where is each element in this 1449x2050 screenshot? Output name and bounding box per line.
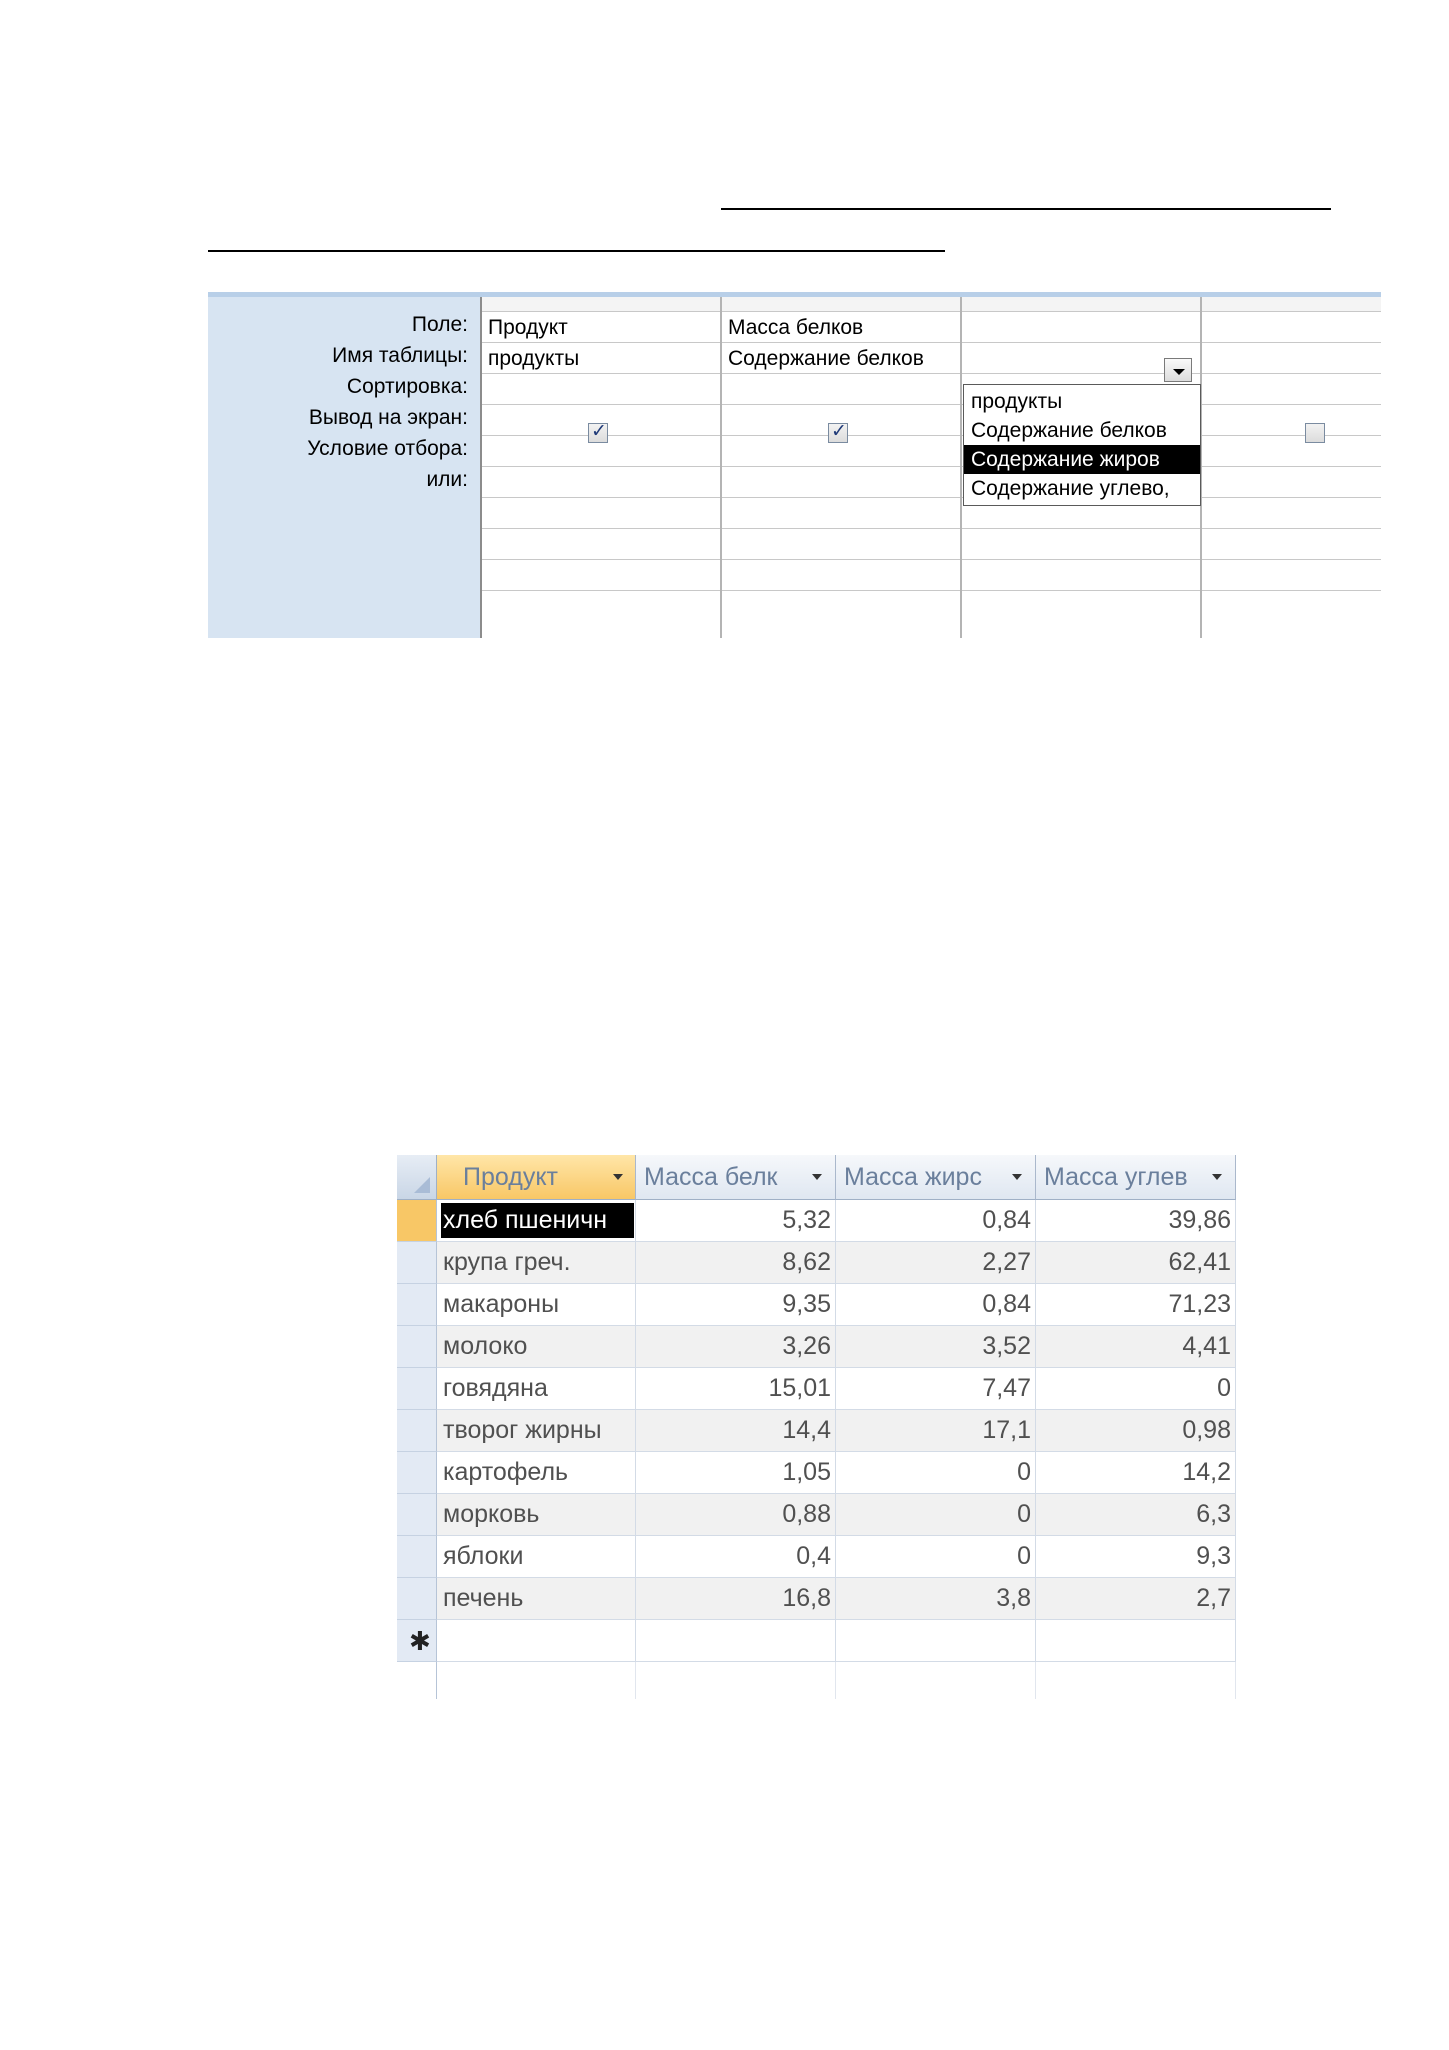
value-cell[interactable]: 9,35 [636, 1284, 836, 1325]
table-row [437, 1326, 1236, 1368]
dropdown-option-proteins[interactable]: Содержание белков [971, 419, 1167, 442]
new-record-icon: ✱ [409, 1626, 431, 1656]
product-cell[interactable]: морковь [437, 1494, 636, 1535]
header-label: Масса жирс [844, 1163, 982, 1191]
show-checkbox-1[interactable] [588, 423, 608, 443]
value-cell[interactable]: 15,01 [636, 1368, 836, 1409]
value-cell[interactable]: 2,27 [836, 1242, 1036, 1283]
product-cell[interactable]: печень [437, 1578, 636, 1619]
label-table-name: Имя таблицы: [332, 344, 468, 367]
value-cell[interactable]: 4,41 [1036, 1326, 1236, 1367]
table-dropdown-list[interactable] [963, 384, 1201, 506]
value-cell[interactable]: 6,3 [1036, 1494, 1236, 1535]
record-selector[interactable] [397, 1578, 437, 1620]
query-result-datasheet [397, 1155, 1236, 1699]
column-header-protein-mass[interactable] [636, 1155, 836, 1200]
value-cell[interactable]: 71,23 [1036, 1284, 1236, 1325]
check-mark-icon: ✓ [591, 421, 607, 442]
sort-filter-arrow-icon[interactable] [812, 1174, 822, 1180]
value-cell[interactable]: 1,05 [636, 1452, 836, 1493]
record-selector[interactable] [397, 1200, 437, 1242]
label-show: Вывод на экран: [308, 406, 468, 429]
sort-filter-arrow-icon[interactable] [1212, 1174, 1222, 1180]
record-selector[interactable] [397, 1536, 437, 1578]
value-cell[interactable]: 3,8 [836, 1578, 1036, 1619]
new-record-cell[interactable] [1036, 1620, 1236, 1661]
value-cell[interactable]: 0,84 [836, 1284, 1036, 1325]
value-cell[interactable]: 39,86 [1036, 1200, 1236, 1241]
table-row [437, 1452, 1236, 1494]
row-labels-panel [208, 297, 482, 638]
value-cell[interactable]: 3,26 [636, 1326, 836, 1367]
header-label: Масса белк [644, 1163, 778, 1191]
column-header-product[interactable] [437, 1155, 636, 1200]
label-sort: Сортировка: [346, 375, 468, 398]
record-selector[interactable] [397, 1326, 437, 1368]
value-cell[interactable]: 0,4 [636, 1536, 836, 1577]
value-cell[interactable]: 8,62 [636, 1242, 836, 1283]
sort-filter-arrow-icon[interactable] [1012, 1174, 1022, 1180]
value-cell[interactable]: 14,2 [1036, 1452, 1236, 1493]
query-design-grid [208, 292, 1381, 638]
table-row [437, 1200, 1236, 1242]
record-selector[interactable] [397, 1452, 437, 1494]
new-record-cell[interactable] [636, 1620, 836, 1661]
table-row [437, 1536, 1236, 1578]
value-cell[interactable]: 7,47 [836, 1368, 1036, 1409]
dropdown-option-products[interactable]: продукты [971, 390, 1063, 413]
select-all-button[interactable] [397, 1155, 437, 1200]
product-cell-text: хлеб пшеничн [443, 1206, 608, 1234]
grid-line [1035, 1662, 1036, 1699]
new-record-cell[interactable] [836, 1620, 1036, 1661]
table-dropdown-button[interactable] [1164, 358, 1192, 382]
label-field: Поле: [411, 313, 468, 336]
grid-line [1235, 1662, 1236, 1699]
value-cell[interactable]: 0 [1036, 1368, 1236, 1409]
value-cell[interactable]: 0,84 [836, 1200, 1036, 1241]
value-cell[interactable]: 0 [836, 1494, 1036, 1535]
product-cell[interactable]: творог жирны [437, 1410, 636, 1451]
record-selector[interactable] [397, 1494, 437, 1536]
sort-filter-arrow-icon[interactable] [613, 1174, 623, 1180]
value-cell[interactable]: 14,4 [636, 1410, 836, 1451]
record-selector[interactable] [397, 1410, 437, 1452]
table-row [437, 1494, 1236, 1536]
header-label: Масса углев [1044, 1163, 1188, 1191]
product-cell[interactable]: крупа греч. [437, 1242, 636, 1283]
value-cell[interactable]: 5,32 [636, 1200, 836, 1241]
product-cell[interactable]: картофель [437, 1452, 636, 1493]
field-cell-1[interactable]: Продукт [488, 316, 568, 339]
value-cell[interactable]: 17,1 [836, 1410, 1036, 1451]
header-label: Продукт [463, 1163, 558, 1191]
column-header-fat-mass[interactable] [836, 1155, 1036, 1200]
label-criteria: Условие отбора: [307, 437, 468, 460]
value-cell[interactable]: 0,98 [1036, 1410, 1236, 1451]
check-mark-icon: ✓ [831, 421, 847, 442]
show-checkbox-2[interactable] [828, 423, 848, 443]
grid-line [635, 1662, 636, 1699]
value-cell[interactable]: 0 [836, 1452, 1036, 1493]
table-row [437, 1242, 1236, 1284]
record-selector[interactable] [397, 1284, 437, 1326]
label-or: или: [426, 468, 468, 491]
value-cell[interactable]: 16,8 [636, 1578, 836, 1619]
product-cell[interactable] [437, 1200, 636, 1241]
table-row [437, 1410, 1236, 1452]
value-cell[interactable]: 62,41 [1036, 1242, 1236, 1283]
blank-line-1 [721, 208, 1331, 210]
table-cell-2[interactable]: Содержание белков [728, 347, 924, 370]
new-record-row[interactable] [437, 1620, 1236, 1662]
grid-line [835, 1662, 836, 1699]
product-cell[interactable]: макароны [437, 1284, 636, 1325]
value-cell[interactable]: 2,7 [1036, 1578, 1236, 1619]
table-cell-1[interactable]: продукты [488, 347, 580, 370]
grid-column-4 [1202, 297, 1381, 638]
table-row [437, 1368, 1236, 1410]
value-cell[interactable]: 0,88 [636, 1494, 836, 1535]
empty-area [397, 1662, 437, 1699]
dropdown-option-fats[interactable]: Содержание жиров [964, 445, 1200, 474]
value-cell[interactable]: 9,3 [1036, 1536, 1236, 1577]
product-cell[interactable]: говядяна [437, 1368, 636, 1409]
value-cell[interactable]: 0 [836, 1536, 1036, 1577]
dropdown-option-carbs[interactable]: Содержание углево, [971, 477, 1170, 500]
new-record-cell[interactable] [437, 1620, 636, 1661]
blank-line-2 [208, 250, 945, 252]
value-cell[interactable]: 3,52 [836, 1326, 1036, 1367]
table-row [437, 1284, 1236, 1326]
column-header-carb-mass[interactable] [1036, 1155, 1236, 1200]
record-selector[interactable] [397, 1242, 437, 1284]
product-cell[interactable]: яблоки [437, 1536, 636, 1577]
new-record-selector[interactable] [397, 1620, 437, 1662]
product-cell[interactable]: молоко [437, 1326, 636, 1367]
field-cell-2[interactable]: Масса белков [728, 316, 864, 339]
record-selector[interactable] [397, 1368, 437, 1410]
show-checkbox-4[interactable] [1305, 423, 1325, 443]
table-row [437, 1578, 1236, 1620]
